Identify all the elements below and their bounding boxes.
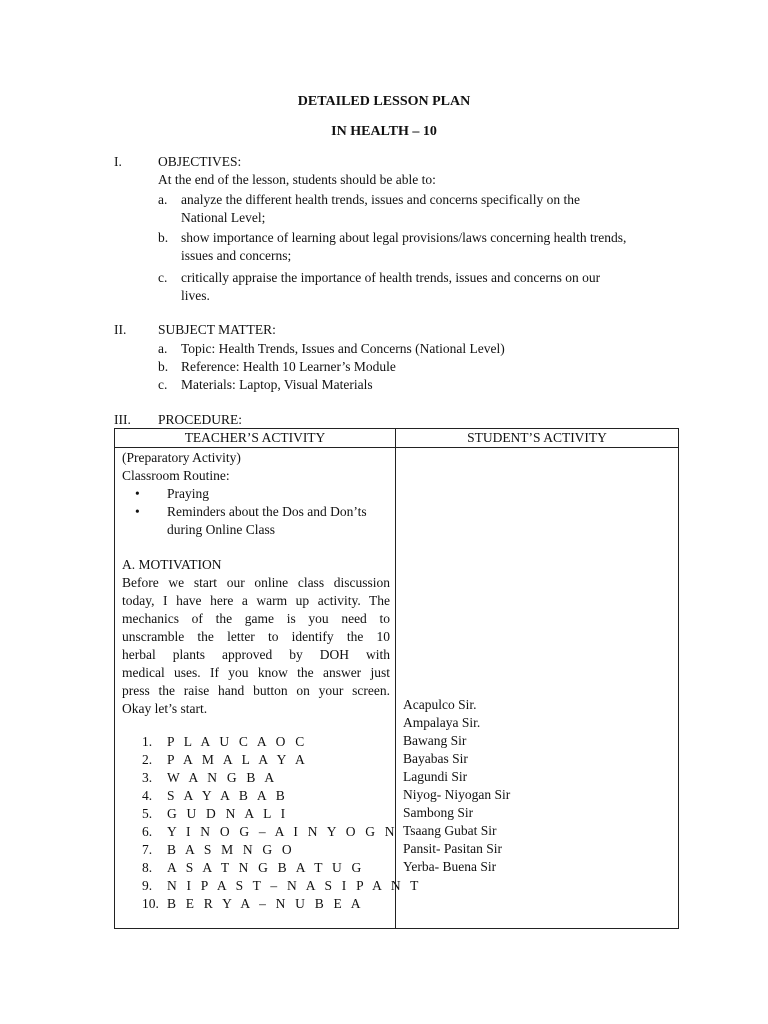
- puzzle-word: A S A T N G B A T U G: [167, 860, 365, 875]
- bullet-icon: •: [135, 504, 140, 519]
- routine-label: Classroom Routine:: [122, 468, 230, 483]
- student-answer: Yerba- Buena Sir: [403, 859, 497, 874]
- puzzle-number: 10.: [142, 896, 159, 911]
- puzzle-number: 6.: [142, 824, 153, 839]
- puzzle-word: S A Y A B A B: [167, 788, 288, 803]
- subject-c-marker: c.: [158, 377, 168, 392]
- motivation-line: unscramble the letter to identify the 10: [122, 629, 390, 644]
- routine-reminders-cont: during Online Class: [167, 522, 275, 537]
- student-answer: Sambong Sir: [403, 805, 474, 820]
- section-title-subject: SUBJECT MATTER:: [158, 322, 276, 337]
- bullet-icon: •: [135, 486, 140, 501]
- section-number-subject: II.: [114, 322, 127, 337]
- puzzle-number: 1.: [142, 734, 153, 749]
- objective-c-line1: critically appraise the importance of health trends, issues and concerns on our: [181, 270, 601, 285]
- puzzle-word: B E R Y A – N U B E A: [167, 896, 364, 911]
- puzzle-number: 5.: [142, 806, 153, 821]
- objective-a-line1: analyze the different health trends, issues and concerns specifically on the: [181, 192, 580, 207]
- puzzle-number: 3.: [142, 770, 153, 785]
- puzzle-word: G U D N A L I: [167, 806, 289, 821]
- student-answer: Acapulco Sir.: [403, 697, 477, 712]
- subject-b-marker: b.: [158, 359, 169, 374]
- student-answer: Ampalaya Sir.: [403, 715, 481, 730]
- teacher-activity-cell: [115, 448, 422, 929]
- procedure-table: [114, 428, 679, 929]
- preparatory-label: (Preparatory Activity): [122, 450, 241, 465]
- subject-topic: Topic: Health Trends, Issues and Concerns (National Level): [181, 341, 505, 356]
- motivation-line: herbal plants approved by DOH with: [122, 647, 390, 662]
- puzzle-word: B A S M N G O: [167, 842, 295, 857]
- objectives-intro: At the end of the lesson, students should be able to:: [158, 172, 436, 187]
- student-answer: Niyog- Niyogan Sir: [403, 787, 511, 802]
- routine-reminders: Reminders about the Dos and Don’ts: [167, 504, 367, 519]
- subject-materials: Materials: Laptop, Visual Materials: [181, 377, 373, 392]
- subject-reference: Reference: Health 10 Learner’s Module: [181, 359, 396, 374]
- student-answer: Pansit- Pasitan Sir: [403, 841, 503, 856]
- section-number-objectives: I.: [114, 154, 122, 169]
- motivation-line: Okay let’s start.: [122, 701, 208, 716]
- student-answer: Tsaang Gubat Sir: [403, 823, 497, 838]
- student-answer: Bawang Sir: [403, 733, 467, 748]
- objective-a-line2: National Level;: [181, 210, 266, 225]
- puzzle-word: W A N G B A: [167, 770, 278, 785]
- puzzle-number: 2.: [142, 752, 153, 767]
- objective-b-line1: show importance of learning about legal provisions/laws concerning health trends,: [181, 230, 627, 245]
- motivation-line: press the raise hand button on your screen.: [122, 683, 390, 698]
- motivation-line: today, I have here a warm up activity. The: [122, 593, 390, 608]
- section-title-procedure: PROCEDURE:: [158, 412, 243, 427]
- student-answer: Lagundi Sir: [403, 769, 468, 784]
- document-subtitle: IN HEALTH – 10: [331, 124, 437, 139]
- puzzle-word: Y I N O G – A I N Y O G N: [167, 824, 398, 839]
- objective-a-marker: a.: [158, 192, 168, 207]
- section-number-procedure: III.: [114, 412, 131, 427]
- puzzle-word: P A M A L A Y A: [167, 752, 308, 767]
- subject-a-marker: a.: [158, 341, 168, 356]
- objective-b-line2: issues and concerns;: [181, 248, 292, 263]
- puzzle-number: 8.: [142, 860, 153, 875]
- puzzle-word: P L A U C A O C: [167, 734, 308, 749]
- column-header-student: STUDENT’S ACTIVITY: [396, 429, 679, 448]
- motivation-line: Before we start our online class discussion: [122, 575, 390, 590]
- objective-b-marker: b.: [158, 230, 169, 245]
- student-answer: Bayabas Sir: [403, 751, 468, 766]
- puzzle-word: N I P A S T – N A S I P A N T: [167, 878, 422, 893]
- puzzle-number: 7.: [142, 842, 153, 857]
- objective-c-marker: c.: [158, 270, 168, 285]
- student-activity-cell: [396, 448, 679, 929]
- motivation-line: mechanics of the game is you need to: [122, 611, 390, 626]
- puzzle-number: 4.: [142, 788, 153, 803]
- document-title: DETAILED LESSON PLAN: [297, 94, 471, 109]
- routine-praying: Praying: [167, 486, 209, 501]
- section-title-objectives: OBJECTIVES:: [158, 154, 242, 169]
- motivation-line: medical uses. If you know the answer just: [122, 665, 390, 680]
- puzzle-number: 9.: [142, 878, 153, 893]
- column-header-teacher: TEACHER’S ACTIVITY: [115, 429, 396, 448]
- motivation-title: A. MOTIVATION: [122, 557, 222, 572]
- objective-c-line2: lives.: [181, 288, 210, 303]
